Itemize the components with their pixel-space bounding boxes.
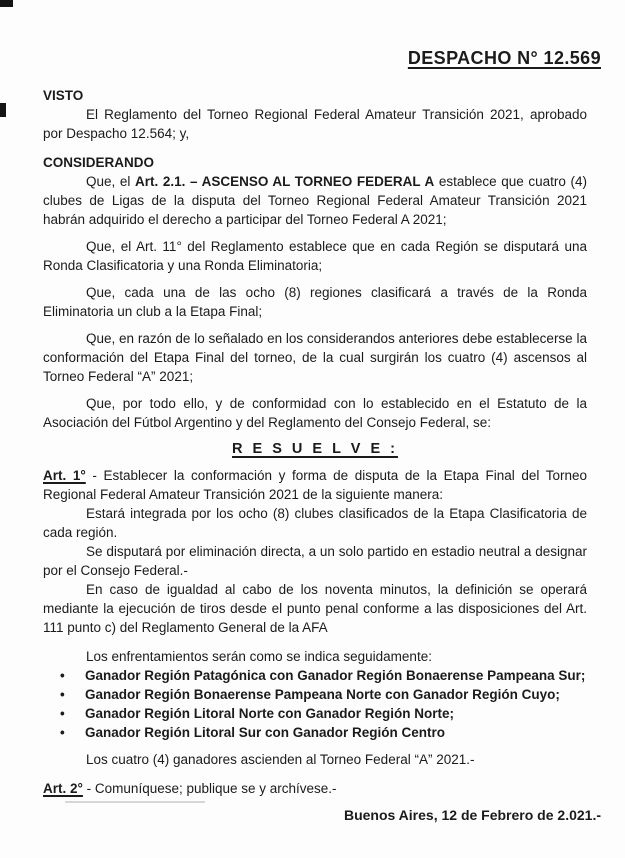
considerando-heading: CONSIDERANDO [43,155,155,170]
art1-label: Art. 1° [43,468,86,483]
considerando-p1-bold: Art. 2.1. – ASCENSO AL TORNEO FEDERAL A [134,174,435,189]
considerando-paragraph-5: Que, por todo ello, y de conformidad con lo establecido en el Estatuto de la Asociación del Fútbol Argentino y del Reglamento del Consejo Federal, se: [43,396,587,430]
considerando-paragraph-2: Que, el Art. 11° del Reglamento establece que en cada Región se disputará una Ronda Clasificatoria y una Ronda Eliminatoria; [43,239,587,273]
closing-paragraph: Los cuatro (4) ganadores ascienden al Torneo Federal “A” 2021.- [86,752,475,767]
art2-label: Art. 2° [43,781,83,796]
art1-paragraph [43,466,587,504]
matchups-intro: Los enfrentamientos serán como se indica seguidamente: [86,649,432,664]
considerando-paragraph-4: Que, en razón de lo señalado en los considerandos anteriores debe establecerse la conformación del Etapa Final del torneo, de la cual surgirán los cuatro (4) ascensos al Torneo Federal “A” 2021; [43,331,587,384]
art2-paragraph [43,779,587,798]
considerando-paragraph-1 [43,172,587,229]
document-body [43,46,601,823]
art2-text: - Comuníquese; publique se y archívese.- [82,781,337,796]
matchup-item-2: • Ganador Región Bonaerense Pampeana Norte con Ganador Región Cuyo; [43,685,587,704]
matchup-item-3: • Ganador Región Litoral Norte con Ganador Región Norte; [43,704,587,723]
dateline: Buenos Aires, 12 de Febrero de 2.021.- [343,807,601,823]
scan-artifact-left-edge [0,103,6,117]
despacho-title: DESPACHO N° 12.569 [407,48,601,68]
matchups-list [43,666,587,742]
art1-intro: - Establecer la conformación y forma de disputa de la Etapa Final del Torneo Regional Federal Amateur Transición 2021 de la siguiente manera: [43,468,587,502]
scan-artifact-top-left [0,0,13,7]
matchup-item-1: • Ganador Región Patagónica con Ganador Región Bonaerense Pampeana Sur; [43,666,587,685]
art1-subparagraph-3: En caso de igualdad al cabo de los noventa minutos, la definición se operará mediante la ejecución de tiros desde el punto penal conforme a las disposiciones del Art. 111 punto c) del Reglamento General de la AFA [43,582,587,635]
art1-subparagraph-1: Estará integrada por los ocho (8) clubes clasificados de la Etapa Clasificatoria de cada región. [43,506,587,540]
art1-subparagraph-2: Se disputará por eliminación directa, a un solo partido en estadio neutral a designar por el Consejo Federal.- [43,544,587,578]
matchup-item-4: • Ganador Región Litoral Sur con Ganador Región Centro [43,723,587,742]
considerando-p1-prefix: Que, el [86,174,135,189]
considerando-p1-suffix: establece que cuatro (4) clubes de Ligas de la disputa del Torneo Regional Federal Amateur Transición 2021 habrán adquirido el derecho a participar del Torneo Federal A 2021; [43,174,587,227]
art2-block [43,779,587,798]
considerando-paragraph-3: Que, cada una de las ocho (8) regiones clasificará a través de la Ronda Eliminatoria un club a la Etapa Final; [43,285,587,319]
visto-paragraph: El Reglamento del Torneo Regional Federal Amateur Transición 2021, aprobado por Despacho 12.564; y, [43,107,587,141]
visto-heading: VISTO [43,88,84,103]
scan-artifact-underline [65,801,205,803]
resuelve-heading: R E S U E L V E : [232,441,398,457]
